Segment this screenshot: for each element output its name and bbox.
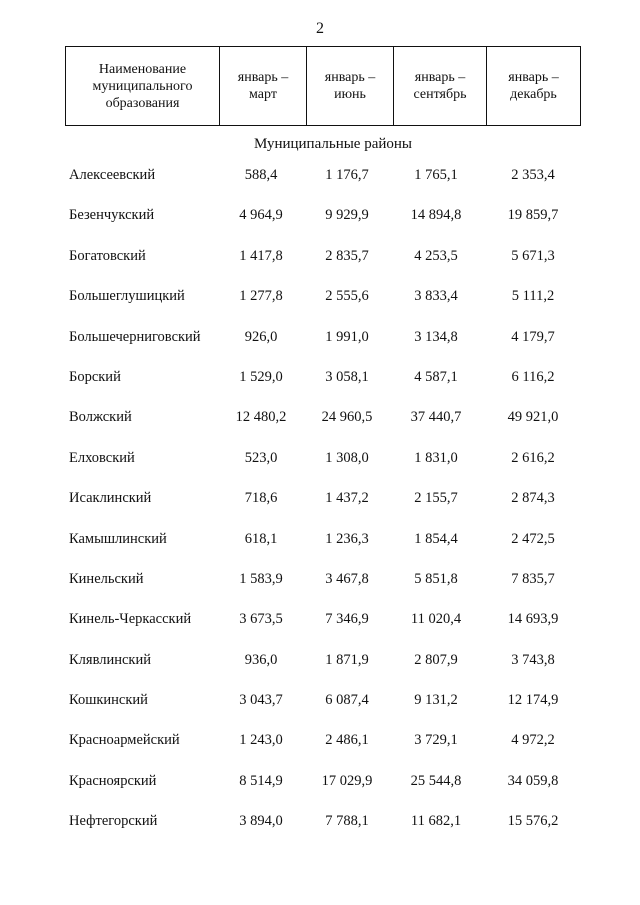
header-period-year: [487, 47, 581, 126]
period-value: 2 353,4: [511, 167, 555, 183]
period-value: 14 693,9: [507, 611, 559, 628]
district-name: Красноярский: [69, 772, 157, 789]
table-row: [0, 318, 640, 358]
period-value: 2 555,6: [325, 288, 369, 305]
header-period-line: январь –: [324, 70, 376, 85]
district-name: Камышлинский: [69, 530, 167, 547]
table-row: [0, 156, 640, 196]
header-period-line: март: [249, 87, 277, 102]
period-value: 9 131,2: [414, 692, 458, 709]
page-number: 2: [316, 20, 324, 37]
header-period-q1: [220, 47, 307, 126]
period-value: 1 236,3: [325, 530, 369, 547]
header-period-line: сентябрь: [413, 87, 467, 102]
period-value: 1 991,0: [325, 328, 369, 345]
table-header: [65, 46, 581, 126]
period-value: 15 576,2: [507, 813, 559, 830]
table-row: [0, 600, 640, 640]
period-value: 3 043,7: [239, 692, 283, 709]
district-name: Кинельский: [69, 570, 144, 587]
period-value: 17 029,9: [321, 772, 373, 789]
district-name: Кошкинский: [69, 692, 148, 709]
table-row: [0, 560, 640, 600]
period-value: 7 346,9: [325, 611, 369, 628]
district-name: Безенчукский: [69, 207, 155, 224]
district-name: Красноармейский: [69, 732, 180, 749]
period-value: 2 472,5: [511, 530, 555, 547]
period-value: 1 765,1: [414, 167, 458, 183]
district-name: Нефтегорский: [69, 813, 158, 830]
period-value: 1 417,8: [239, 247, 283, 264]
period-value: 2 807,9: [414, 651, 458, 668]
table-row: [0, 277, 640, 317]
period-value: 7 835,7: [511, 570, 555, 587]
table-row: [0, 802, 640, 842]
section-title: Муниципальные районы: [253, 136, 413, 152]
period-value: 2 874,3: [511, 490, 555, 507]
period-value: 926,0: [244, 328, 278, 345]
period-value: 4 587,1: [414, 368, 458, 385]
period-value: 2 835,7: [325, 247, 369, 264]
header-name-line: образования: [105, 95, 180, 111]
period-value: 718,6: [244, 490, 278, 507]
table-row: [0, 439, 640, 479]
data-rows: [0, 156, 640, 843]
period-value: 1 243,0: [239, 732, 283, 749]
header-name-line: Наименование: [98, 61, 187, 77]
period-value: 618,1: [244, 530, 278, 547]
period-value: 4 972,2: [511, 732, 555, 749]
district-name: Исаклинский: [69, 490, 152, 507]
period-value: 2 486,1: [325, 732, 369, 749]
period-value: 4 179,7: [511, 328, 555, 345]
period-value: 3 673,5: [239, 611, 283, 628]
period-value: 1 308,0: [325, 449, 369, 466]
header-period-h1: [307, 47, 394, 126]
period-value: 1 854,4: [414, 530, 458, 547]
period-value: 1 277,8: [239, 288, 283, 305]
period-value: 936,0: [244, 651, 278, 668]
header-period-9m: [394, 47, 487, 126]
table-row: [0, 398, 640, 438]
table-row: [0, 762, 640, 802]
district-name: Клявлинский: [69, 651, 151, 668]
period-value: 3 833,4: [414, 288, 458, 305]
district-name: Большечерниговский: [69, 328, 201, 345]
district-name: Волжский: [69, 409, 132, 426]
period-value: 7 788,1: [325, 813, 369, 830]
table-row: [0, 479, 640, 519]
period-value: 14 894,8: [410, 207, 462, 224]
table-row: [0, 358, 640, 398]
district-name: Борский: [69, 368, 121, 385]
period-value: 1 176,7: [325, 167, 369, 183]
period-value: 49 921,0: [507, 409, 559, 426]
period-value: 4 964,9: [239, 207, 283, 224]
header-row: [66, 47, 581, 126]
table-row: [0, 641, 640, 681]
period-value: 1 583,9: [239, 570, 283, 587]
table-row: [0, 681, 640, 721]
period-value: 5 851,8: [414, 570, 458, 587]
period-value: 6 087,4: [325, 692, 369, 709]
district-name: Большеглушицкий: [69, 288, 185, 305]
period-value: 1 529,0: [239, 368, 283, 385]
header-period-line: июнь: [334, 87, 366, 102]
period-value: 3 467,8: [325, 570, 369, 587]
period-value: 3 729,1: [414, 732, 458, 749]
period-value: 3 894,0: [239, 813, 283, 830]
period-value: 11 020,4: [410, 611, 462, 628]
period-value: 1 871,9: [325, 651, 369, 668]
table-row: [0, 721, 640, 761]
period-value: 3 134,8: [414, 328, 458, 345]
period-value: 25 544,8: [410, 772, 462, 789]
period-value: 11 682,1: [410, 813, 462, 830]
period-value: 3 743,8: [511, 651, 555, 668]
period-value: 9 929,9: [325, 207, 369, 224]
header-name-column: [66, 47, 220, 126]
period-value: 588,4: [244, 167, 278, 183]
district-name: Кинель-Черкасский: [69, 611, 192, 628]
table-row: [0, 237, 640, 277]
period-value: 24 960,5: [321, 409, 373, 426]
header-period-line: январь –: [237, 70, 289, 85]
header-period-line: январь –: [508, 70, 559, 85]
period-value: 37 440,7: [410, 409, 462, 426]
table-row: [0, 196, 640, 236]
period-value: 34 059,8: [507, 772, 559, 789]
district-name: Алексеевский: [69, 167, 156, 183]
period-value: 523,0: [244, 449, 278, 466]
period-value: 1 437,2: [325, 490, 369, 507]
period-value: 2 616,2: [511, 449, 555, 466]
district-name: Елховский: [69, 449, 135, 466]
period-value: 5 671,3: [511, 247, 555, 264]
period-value: 12 480,2: [235, 409, 287, 426]
district-name: Богатовский: [69, 247, 146, 264]
period-value: 8 514,9: [239, 772, 283, 789]
period-value: 19 859,7: [507, 207, 559, 224]
period-value: 4 253,5: [414, 247, 458, 264]
header-period-line: декабрь: [510, 87, 557, 102]
table-row: [0, 520, 640, 560]
period-value: 6 116,2: [511, 368, 555, 385]
period-value: 3 058,1: [325, 368, 369, 385]
header-period-line: январь –: [414, 70, 466, 85]
header-name-line: муниципального: [92, 78, 193, 94]
period-value: 12 174,9: [507, 692, 559, 709]
period-value: 5 111,2: [511, 288, 555, 305]
period-value: 2 155,7: [414, 490, 458, 507]
period-value: 1 831,0: [414, 449, 458, 466]
